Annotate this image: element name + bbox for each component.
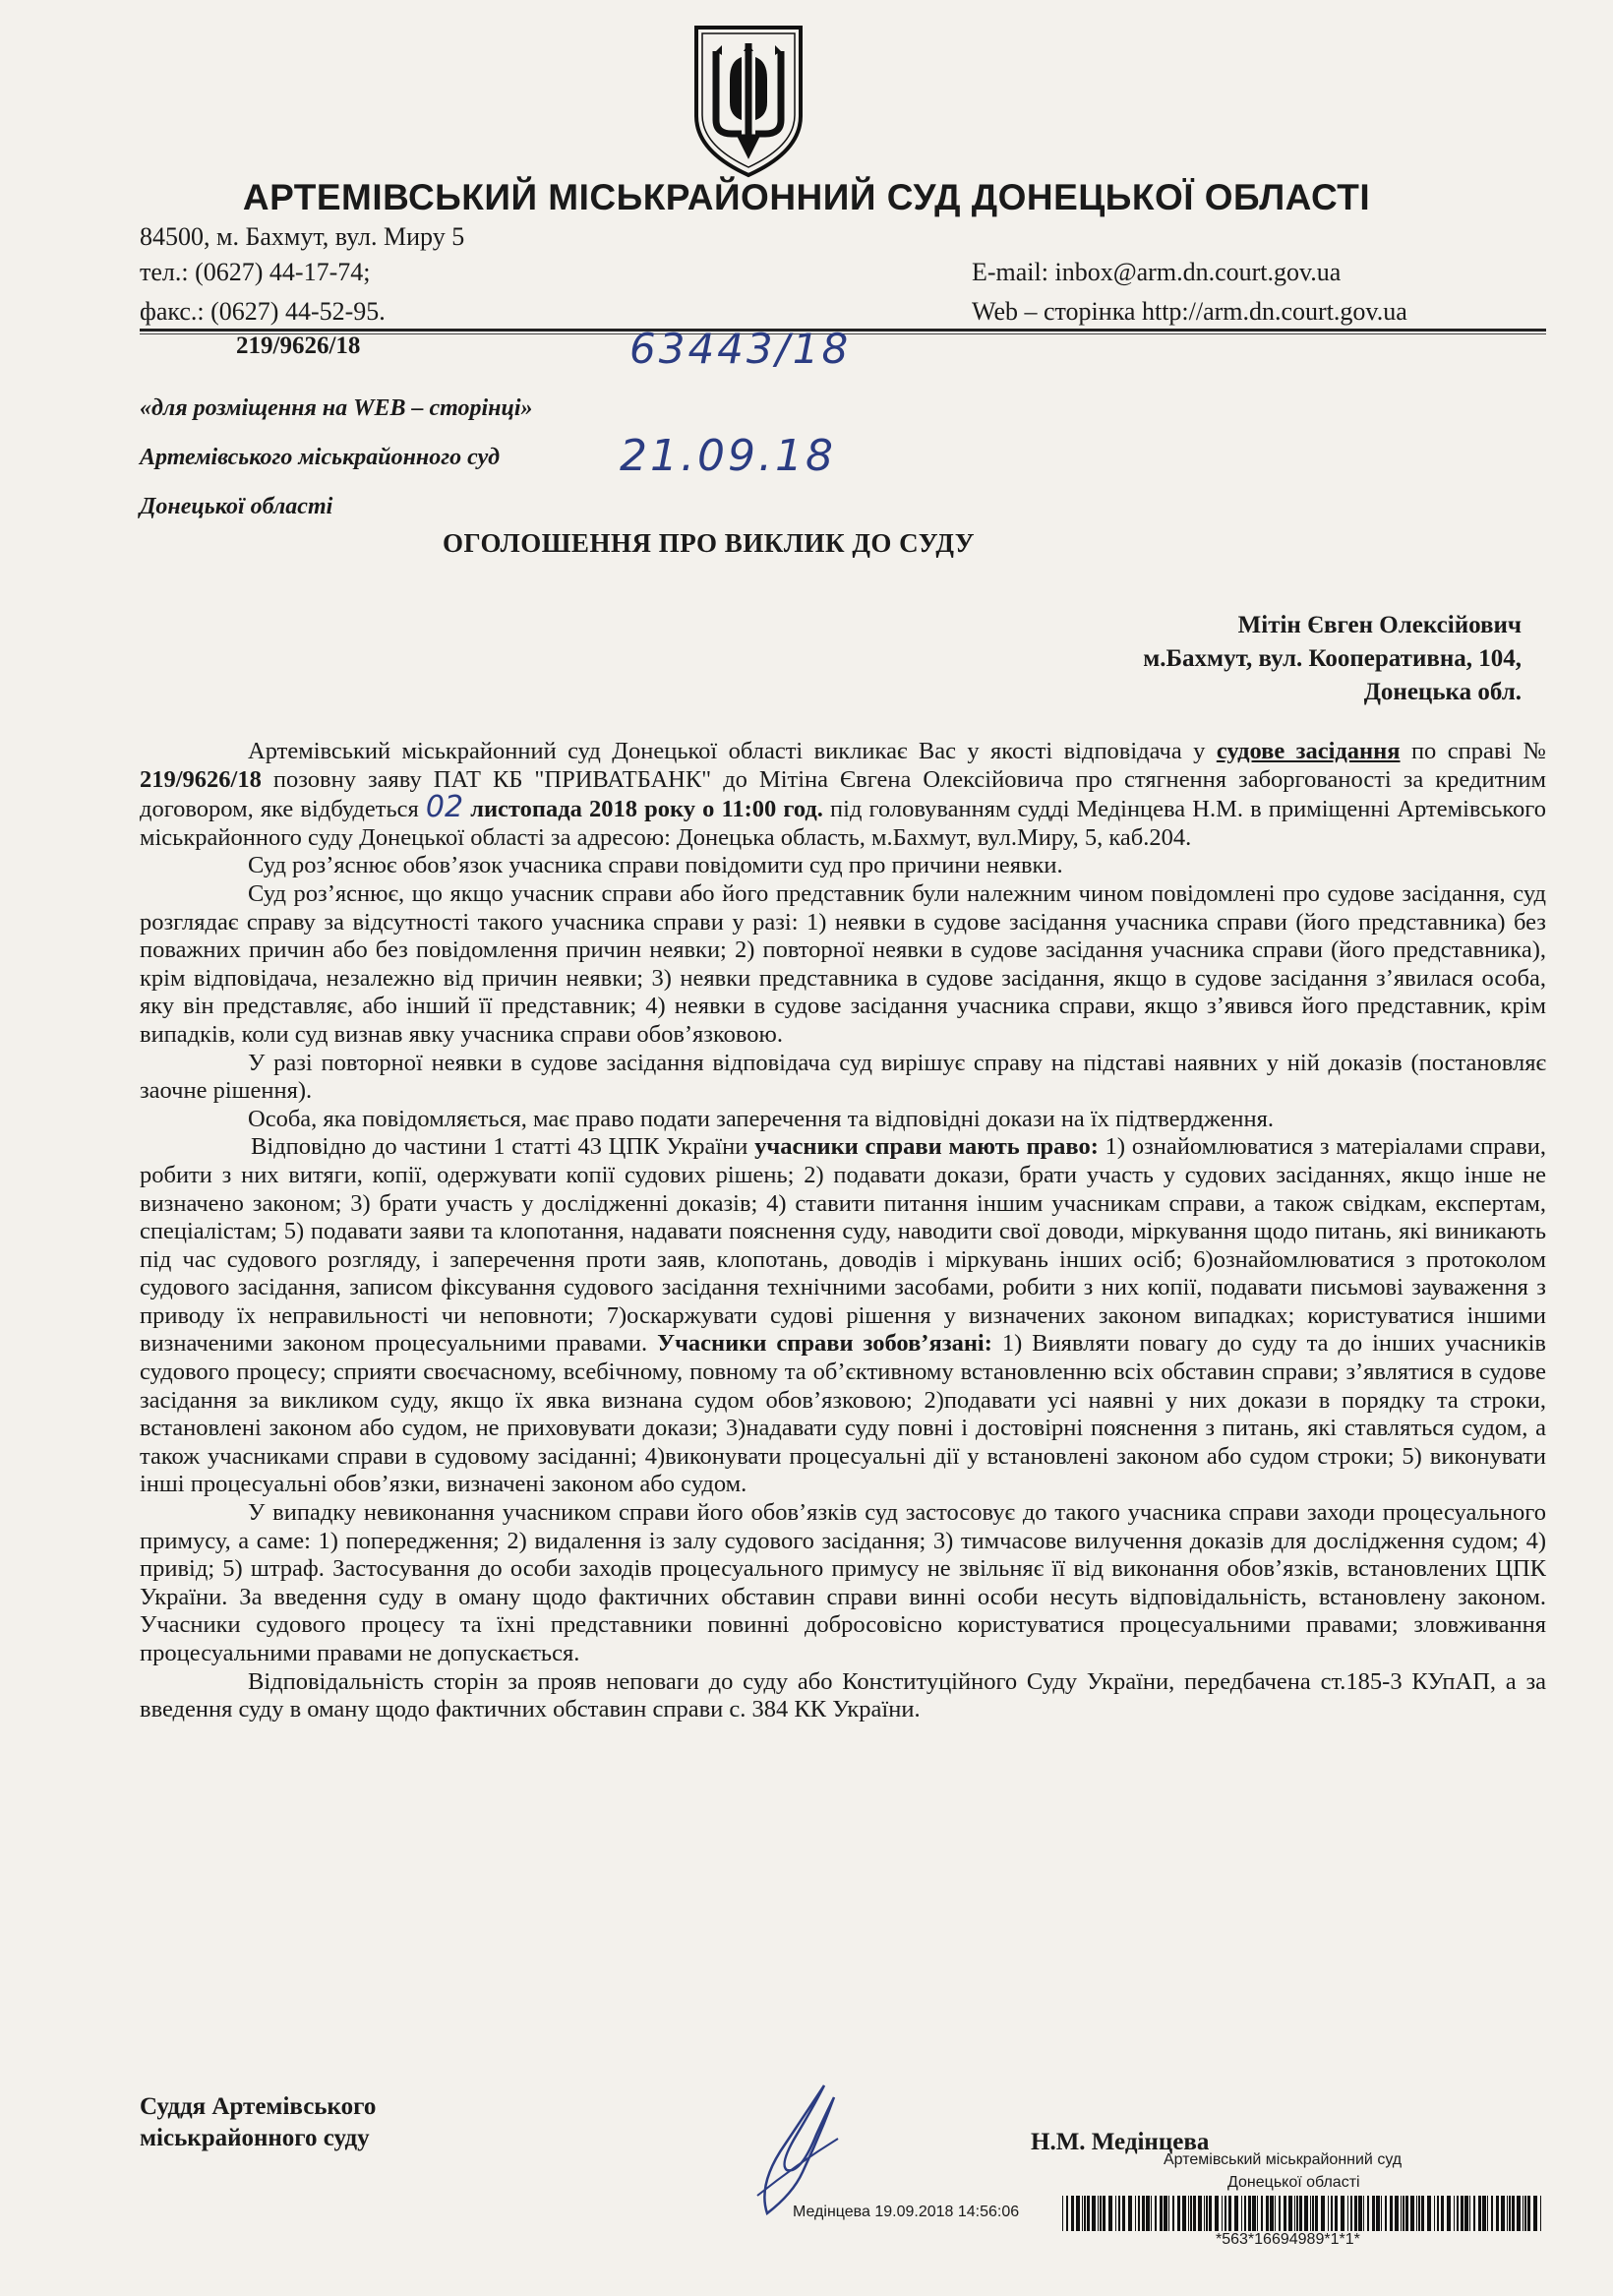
barcode-bar	[1266, 2196, 1269, 2231]
barcode-bar	[1142, 2196, 1145, 2231]
paragraph-liability: Відповідальність сторін за прояв неповаги до суду або Конституційного Суду України, передбачена ст.185-3 КУпАП, а за введення суду в оману щодо фактичних обставин справи с. 384 КК України.	[140, 1667, 1546, 1723]
barcode-bar	[1390, 2196, 1393, 2231]
barcode-bar	[1118, 2196, 1120, 2231]
barcode-bar	[1084, 2196, 1086, 2231]
barcode-bar	[1312, 2196, 1314, 2231]
barcode-bar	[1275, 2196, 1276, 2231]
barcode-bar	[1076, 2196, 1080, 2231]
barcode-bar	[1177, 2196, 1180, 2231]
barcode-bar	[1155, 2196, 1157, 2231]
notice-body	[140, 738, 1546, 1724]
barcode-bar	[1354, 2196, 1357, 2231]
barcode-bar	[1363, 2196, 1364, 2231]
paragraph-absence-rules: Суд роз’яснює, що якщо учасник справи або його представник були належним чином повідомлені про судове засідання, суд розглядає справу за відсутності такого учасника справи у разі: 1) неявки в судове засідання учасника справи (його представника) без поважних причин або без повідомлення причин неявки; 2) повторної неявки в судове засідання учасника справи (його представника), крім відповідача, незалежно від причин неявки; 3) неявки представника в судове засідання, якщо в судове засідання з’явилася особа, яку він представляє, або інший її представник; 4) неявки в судове засідання учасника справи, якщо з’явився його представник, крім випадків, коли суд визнав явку учасника справи обов’язковою.	[140, 879, 1546, 1048]
barcode-bar	[1478, 2196, 1481, 2231]
barcode-bar	[1066, 2196, 1068, 2231]
barcode-bar	[1228, 2196, 1231, 2231]
addressee-street: м.Бахмут, вул. Кооперативна, 104,	[1143, 645, 1522, 672]
barcode-bar	[1151, 2196, 1152, 2231]
barcode-bar	[1501, 2196, 1505, 2231]
court-email: E-mail: inbox@arm.dn.court.gov.ua	[972, 258, 1342, 286]
barcode-bar	[1464, 2196, 1468, 2231]
barcode-bar	[1533, 2196, 1537, 2231]
barcode-bar	[1261, 2196, 1263, 2231]
barcode-bar	[1437, 2196, 1439, 2231]
barcode-bar	[1385, 2196, 1387, 2231]
barcode-bar	[1098, 2196, 1099, 2231]
barcode-bar	[1244, 2196, 1246, 2231]
barcode-bar	[1138, 2196, 1140, 2231]
barcode-bar	[1403, 2196, 1404, 2231]
barcode-bar	[1299, 2196, 1302, 2231]
barcode-bar	[1341, 2196, 1344, 2231]
barcode-bar	[1328, 2196, 1329, 2231]
barcode-bar	[1461, 2196, 1464, 2231]
addressee-region: Донецька обл.	[1363, 679, 1522, 705]
barcode-bar	[1457, 2196, 1459, 2231]
barcode-bar	[1427, 2196, 1431, 2231]
barcode-bar	[1146, 2196, 1150, 2231]
barcode-bar	[1190, 2196, 1192, 2231]
barcode-bar	[1182, 2196, 1186, 2231]
barcode-bar	[1372, 2196, 1375, 2231]
barcode-bar	[1222, 2196, 1223, 2231]
barcode-bar	[1188, 2196, 1189, 2231]
barcode-bar	[1160, 2196, 1163, 2231]
barcode-bar	[1527, 2196, 1530, 2231]
barcode-bar	[1473, 2196, 1475, 2231]
barcode-bar	[1434, 2196, 1435, 2231]
barcode-bar	[1288, 2196, 1292, 2231]
barcode-bar	[1418, 2196, 1420, 2231]
barcode-bar	[1122, 2196, 1125, 2231]
barcode-bar	[1512, 2196, 1515, 2231]
barcode-bar	[1204, 2196, 1205, 2231]
e-stamp-region: Донецької області	[1227, 2174, 1360, 2191]
barcode-bar	[1225, 2196, 1226, 2231]
barcode-bar	[1376, 2196, 1380, 2231]
barcode-bar	[1381, 2196, 1382, 2231]
court-name: АРТЕМІВСЬКИЙ МІСЬКРАЙОННИЙ СУД ДОНЕЦЬКОЇ ОБЛАСТІ	[242, 177, 1371, 217]
barcode-bar	[1198, 2196, 1202, 2231]
handwritten-registration-number: 63443/18	[629, 325, 852, 373]
barcode-bar	[1087, 2196, 1090, 2231]
judge-name: Н.М. Медінцева	[1031, 2129, 1210, 2155]
barcode-bar	[1496, 2196, 1499, 2231]
barcode-bar	[1441, 2196, 1444, 2231]
court-phone: тел.: (0627) 44-17-74;	[140, 258, 371, 286]
barcode-bar	[1367, 2196, 1369, 2231]
barcode-bar	[1517, 2196, 1521, 2231]
case-reference: 219/9626/18	[236, 332, 361, 359]
barcode-bar	[1062, 2196, 1063, 2231]
paragraph-objections: Особа, яка повідомляється, має право подати заперечення та відповідні докази на їх підтвердження.	[248, 1105, 1274, 1132]
barcode-bar	[1335, 2196, 1338, 2231]
barcode-bar	[1294, 2196, 1295, 2231]
judge-title: Суддя Артемівського міськрайонного суду	[140, 2093, 377, 2151]
barcode-bar	[1103, 2196, 1105, 2231]
barcode-bar	[1509, 2196, 1511, 2231]
barcode-bar	[1115, 2196, 1116, 2231]
barcode-bar	[1135, 2196, 1136, 2231]
barcode-bar	[1416, 2196, 1417, 2231]
paragraph-summons: Артемівський міськрайонний суд Донецької області викликає Вас у якості відповідача у судове засідання по справі № 219/9626/18 позовну заяву ПАТ КБ "ПРИВАТБАНК" до Мітіна Євгена Олексійовича про стягнення заборгованості за кредитним договором, яке відбудеться 02 листопада 2018 року о 11:00 год. під головуванням судді Медінцева Н.М. в приміщенні Артемівського міськрайонного суду Донецької області за адресою: Донецька область, м.Бахмут, вул.Миру, 5, каб.204.	[140, 738, 1546, 851]
barcode-bar	[1092, 2196, 1096, 2231]
barcode-bar	[1540, 2196, 1541, 2231]
court-session-text: судове засідання	[1216, 738, 1401, 764]
court-fax: факс.: (0627) 44-52-95.	[140, 297, 386, 326]
barcode-bar	[1321, 2196, 1325, 2231]
paragraph-rights-duties: Відповідно до частини 1 статті 43 ЦПК України учасники справи мають право: 1) ознайомлюватися з матеріалами справи, робити з них витяги, копії, одержувати копії судових рішень; 2) подавати докази, брати участь у судових засіданнях, якщо інше не визначено законом; 3) брати участь у дослідженні доказів; 4) ставити питання іншим учасникам справи, а також свідкам, експертам, спеціалістам; 5) подавати заяви та клопотання, надавати пояснення суду, наводити свої доводи, міркування щодо питань, які виникають під час судового розгляду, і заперечення проти заяв, клопотань, доводів і міркувань інших осіб; 6)ознайомлюватися з протоколом судового засідання, записом фіксування судового засідання технічними засобами, робити з них копії, подавати письмові зауваження з приводу їх неправильності чи неповноти; 7)оскаржувати судові рішення у визначених законом випадках; користуватися іншими визначеними законом процесуальними правами. Учасники справи зобов’язані: 1) Виявляти повагу до суду та до інших учасників судового процесу; сприяти своєчасному, всебічному, повному та об’єктивному встановленню всіх обставин справи; з’являтися в судове засідання за викликом суду, якщо їх явка визнана судом обов’язковою; 2)подавати усі наявні у них докази в порядку та строки, встановлені законом або судом, не приховувати докази; 3)надавати суду повні і достовірні пояснення з питань, які ставляться судом, а також учасниками справи в судовому засіданні; 4)виконувати процесуальні дії у встановлені законом або судом строки; 5) виконувати інші процесуальні обов’язки, визначені законом або судом.	[140, 1133, 1546, 1498]
barcode-bar	[1482, 2196, 1486, 2231]
barcode-bar	[1347, 2196, 1348, 2231]
web-placement-note: «для розміщення на WEB – сторінці»	[140, 395, 533, 421]
addressee-name: Мітін Євген Олексійович	[1237, 612, 1522, 638]
barcode-bar	[1108, 2196, 1112, 2231]
barcode-bar	[1454, 2196, 1455, 2231]
handwritten-signature	[728, 2076, 846, 2223]
barcode-bar	[1206, 2196, 1208, 2231]
court-note-line: Артемівського міськрайонного суд	[140, 445, 501, 470]
barcode-bar	[1350, 2196, 1352, 2231]
handwritten-day: 02	[425, 790, 464, 825]
e-stamp-court: Артемівський міськрайонний суд	[1164, 2151, 1403, 2168]
trident-emblem-icon	[690, 22, 806, 179]
barcode-bar	[1304, 2196, 1308, 2231]
barcode-bar	[1100, 2196, 1102, 2231]
barcode-bar	[1421, 2196, 1424, 2231]
barcode-bar	[1164, 2196, 1167, 2231]
barcode-bar	[1270, 2196, 1274, 2231]
barcode-bar	[1395, 2196, 1399, 2231]
region-note-line: Донецької області	[140, 494, 333, 519]
court-address: 84500, м. Бахмут, вул. Миру 5	[140, 222, 465, 251]
barcode-bar	[1241, 2196, 1242, 2231]
barcode-bar	[1296, 2196, 1298, 2231]
barcode-bar	[1331, 2196, 1333, 2231]
court-website: Web – сторінка http://arm.dn.court.gov.ua	[972, 297, 1407, 326]
barcode-bar	[1257, 2196, 1258, 2231]
barcode-bar	[1234, 2196, 1238, 2231]
handwritten-registration-date: 21.09.18	[620, 431, 836, 481]
barcode-bar	[1469, 2196, 1470, 2231]
barcode-bar	[1491, 2196, 1493, 2231]
paragraph-coercion: У випадку невиконання учасником справи його обов’язків суд застосовує до такого учасника справи заходи процесуального примусу, а саме: 1) попередження; 2) видалення із залу судового засідання; 3) тимчасове вилучення доказів для дослідження судом; 4) привід; 5) штраф. Застосування до особи заходів процесуального примусу не звільняє її від виконання обов’язків, встановлених ЦПК України. За введення суду в оману щодо фактичних обставин справи винні особи несуть відповідальність, встановлену законом. Учасники судового процесу та їхні представники повинні добросовісно користуватися процесуальними правами; зловживання процесуальними правами не допускається.	[140, 1499, 1546, 1666]
barcode-bar	[1193, 2196, 1196, 2231]
barcode-bar	[1358, 2196, 1362, 2231]
barcode-bar	[1215, 2196, 1219, 2231]
barcode-bar	[1071, 2196, 1074, 2231]
barcode-bar	[1128, 2196, 1132, 2231]
barcode-bar	[1410, 2196, 1414, 2231]
barcode-bar	[1310, 2196, 1311, 2231]
barcode-bar	[1248, 2196, 1251, 2231]
barcode-bar	[1168, 2196, 1169, 2231]
paragraph-default-judgment: У разі повторної неявки в судове засідання відповідача суд вирішує справу на підставі наявних у ній доказів (постановляє заочне рішення).	[140, 1049, 1546, 1105]
barcode	[1062, 2196, 1544, 2231]
barcode-bar	[1507, 2196, 1508, 2231]
barcode-bar	[1082, 2196, 1083, 2231]
barcode-bar	[1209, 2196, 1212, 2231]
barcode-bar	[1401, 2196, 1402, 2231]
barcode-bar	[1172, 2196, 1174, 2231]
barcode-bar	[1524, 2196, 1526, 2231]
barcode-bar	[1252, 2196, 1256, 2231]
barcode-bar	[1315, 2196, 1318, 2231]
barcode-bar	[1405, 2196, 1408, 2231]
barcode-number: *563*16694989*1*1*	[1216, 2231, 1360, 2248]
e-stamp-signed-date: Медінцева 19.09.2018 14:56:06	[793, 2204, 1020, 2220]
barcode-bar	[1279, 2196, 1281, 2231]
barcode-bar	[1487, 2196, 1488, 2231]
barcode-bar	[1447, 2196, 1451, 2231]
document-title: ОГОЛОШЕННЯ ПРО ВИКЛИК ДО СУДУ	[443, 528, 976, 558]
barcode-bar	[1284, 2196, 1286, 2231]
paragraph-absence-duty: Суд роз’яснює обов’язок учасника справи повідомити суд про причини неявки.	[248, 852, 1063, 879]
